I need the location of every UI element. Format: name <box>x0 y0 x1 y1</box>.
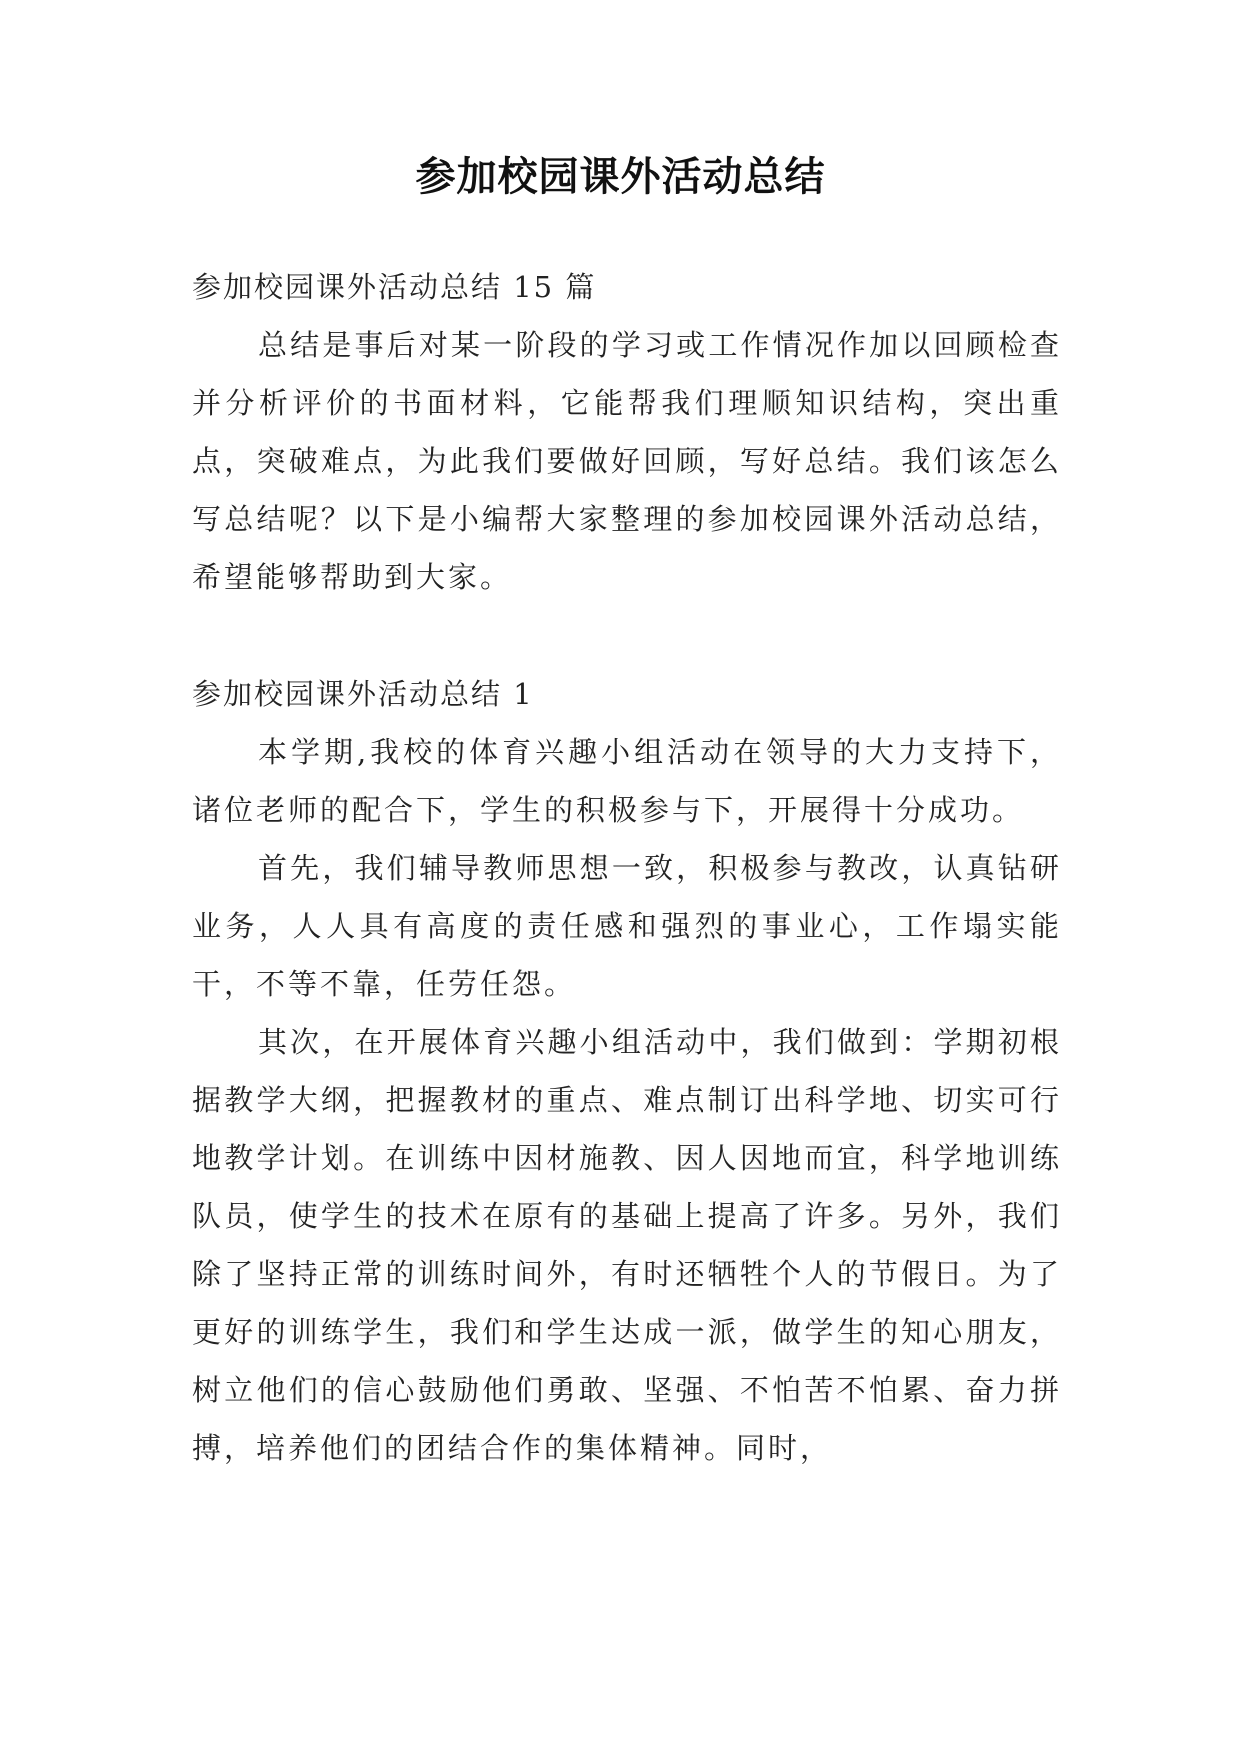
document-subtitle: 参加校园课外活动总结 15 篇 <box>192 270 597 304</box>
section-paragraph: 首先，我们辅导教师思想一致，积极参与教改，认真钻研业务，人人具有高度的责任感和强烈的事业心，工作塌实能干，不等不靠，任劳任怨。 <box>192 851 1062 1001</box>
section-paragraph: 本学期,我校的体育兴趣小组活动在领导的大力支持下，诸位老师的配合下，学生的积极参与下，开展得十分成功。 <box>192 735 1062 827</box>
section-heading: 参加校园课外活动总结 1 <box>192 677 534 711</box>
section-body <box>192 723 1062 1477</box>
section-paragraph: 其次，在开展体育兴趣小组活动中，我们做到：学期初根据教学大纲，把握教材的重点、难点制订出科学地、切实可行地教学计划。在训练中因材施教、因人因地而宜，科学地训练队员，使学生的技术在原有的基础上提高了许多。另外，我们除了坚持正常的训练时间外，有时还牺牲个人的节假日。为了更好的训练学生，我们和学生达成一派，做学生的知心朋友，树立他们的信心鼓励他们勇敢、坚强、不怕苦不怕累、奋力拼搏，培养他们的团结合作的集体精神。同时， <box>192 1025 1062 1465</box>
intro-block <box>192 316 1062 606</box>
intro-paragraph: 总结是事后对某一阶段的学习或工作情况作加以回顾检查并分析评价的书面材料，它能帮我们理顺知识结构，突出重点，突破难点，为此我们要做好回顾，写好总结。我们该怎么写总结呢？以下是小编帮大家整理的参加校园课外活动总结，希望能够帮助到大家。 <box>192 328 1062 594</box>
document-title: 参加校园课外活动总结 <box>415 154 826 200</box>
